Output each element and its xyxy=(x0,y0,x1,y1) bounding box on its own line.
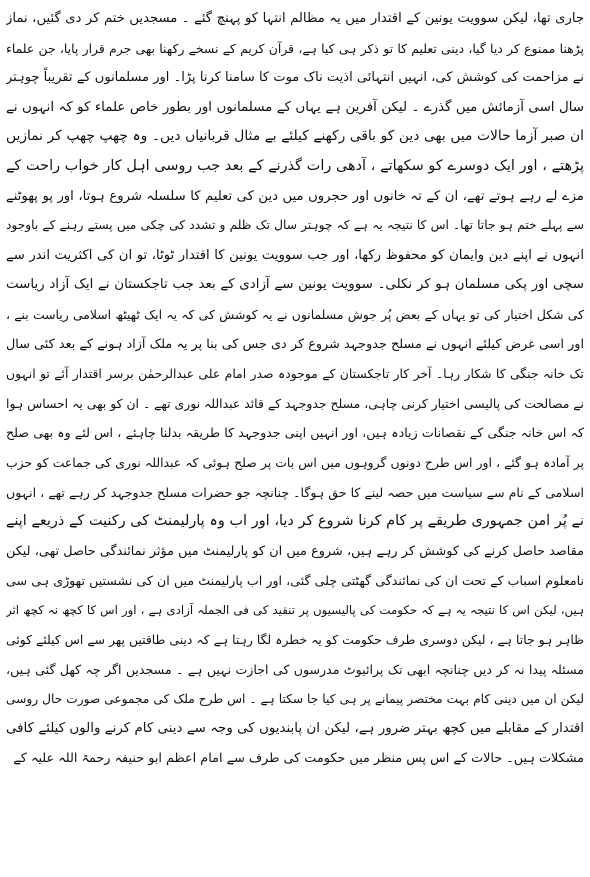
text-line-14: نے مصالحت کی پالیسی اختیار کرنی چاہی، مسلح جدوجہد کے قائد عبداللہ نوری تھے ۔ ان کو بھی یہ احساس ہوا xyxy=(6,395,584,411)
text-line-4: سال اسی آزمائش میں گذرے ۔ لیکن آفرین ہے یہاں کے مسلمانوں اور بطور خاص علماء کو کہ انہوں نے xyxy=(6,99,584,115)
text-line-24: لیکن ان میں دینی کام بہت مختصر پیمانے پر ہی کیا جا سکتا ہے ۔ اس طرح ملک کی مجموعی صورت حال روسی xyxy=(6,691,584,706)
text-line-17: اسلامی کے نام سے سیاست میں حصہ لینے کا حق ہوگا۔ چنانچہ جو حضرات مسلح جدوجہد کر رہے تھے ، انہوں xyxy=(6,484,584,500)
text-line-25: اقتدار کے مقابلے میں کچھ بہتر ضرور ہے، لیکن ان پابندیوں کی وجہ سے دینی کام کرنے والوں کیلئے کافی xyxy=(6,721,584,737)
text-line-9: انہوں نے اپنے دین وایمان کو محفوظ رکھا، اور جب سوویت یونین کا اقتدار ٹوٹا، تو ان کی اکثریت اندر سے xyxy=(6,247,584,263)
text-line-1: جاری تھا، لیکن سوویت یونین کے اقتدار میں یہ مظالم انتہا کو پہنچ گئے ۔ مسجدیں ختم کر دی گئیں، نماز xyxy=(6,11,584,26)
text-line-20: نامعلوم اسباب کے تحت ان کی نمائندگی گھٹتی چلی گئی، اور اب پارلیمنٹ میں ان کی نشستیں تھوڑی ہی سی xyxy=(6,573,584,589)
text-line-18: نے پُر امن جمہوری طریقے پر کام کرنا شروع کر دیا، اور اب وہ پارلیمنٹ کی رکنیت کے ذریعے اپنے xyxy=(6,513,584,530)
text-line-11: کی شکل اختیار کی تو یہاں کے بعض پُر جوش مسلمانوں نے یہ کوشش کی کہ یہ ایک ٹھیٹھ اسلامی ریاست بنے ، xyxy=(6,306,584,322)
text-line-26: مشکلات ہیں۔ حالات کے اس پس منظر میں حکومت کی طرف سے امام اعظم ابو حنیفہ رحمۃ اللہ علیہ کے xyxy=(13,750,584,766)
text-line-10: سچی اور پکی مسلمان ہو کر نکلی۔ سوویت یونین سے آزادی کے بعد جب تاجکستان نے ایک آزاد ریاست xyxy=(6,277,584,293)
text-line-19: مقاصد حاصل کرنے کی کوشش کر رہے ہیں، شروع میں ان کو پارلیمنٹ میں مؤثر نمائندگی حاصل تھی، لیکن xyxy=(6,543,584,559)
text-line-7: مزے لے رہے ہوتے تھے، ان کے تہ خانوں اور حجروں میں دین کی تعلیم کا سلسلہ شروع ہوتا، اور پو پھوٹنے xyxy=(6,188,584,204)
text-line-5: ان صبر آزما حالات میں بھی دین کو باقی رکھنے کیلئے بے مثال قربانیاں دیں۔ وہ چھپ چھپ کر نمازیں xyxy=(6,128,584,145)
text-line-3: نے مزاحمت کی کوشش کی، انہیں انتہائی اذیت ناک موت کا سامنا کرنا پڑا۔ اور مسلمانوں کے تقریباً چوہتر xyxy=(6,70,584,86)
text-line-8: سے پہلے ختم ہو جاتا تھا۔ اس کا نتیجہ یہ ہے کہ چوہتر سال تک ظلم و تشدد کی چکی میں پستے رہنے کے باوجود xyxy=(6,218,584,233)
text-line-16: پر آمادہ ہو گئے ، اور اس طرح دونوں گروہوں میں اس بات پر صلح ہوئی کہ عبداللہ نوری کی جماعت کو حزب xyxy=(6,454,584,470)
text-line-23: مسئلہ پیدا نہ کر دیں چنانچہ ابھی تک پرائیوٹ مدرسوں کی اجازت نہیں ہے ۔ مسجدیں اگر چہ کھل گئی ہیں، xyxy=(6,662,584,678)
text-line-6: پڑھتے ، اور ایک دوسرے کو سکھاتے ، آدھی رات گذرنے کے بعد جب روسی اہل کار خواب راحت کے xyxy=(6,157,584,174)
text-line-15: کہ اس خانہ جنگی کے نقصانات زیادہ ہیں، اور انہیں اپنی جدوجہد کا طریقہ بدلنا چاہئے ، اس لئے وہ بھی صلح xyxy=(6,425,584,441)
text-line-12: اور اسی غرض کیلئے انہوں نے مسلح جدوجہد شروع کر دی جس کی بنا پر یہ ملک آزاد ہونے کے بعد کئی سال xyxy=(6,336,584,352)
urdu-text-body xyxy=(6,4,584,773)
text-line-22: ظاہر ہو جاتا ہے ، لیکن دوسری طرف حکومت کو یہ خطرہ لگا رہتا ہے کہ دینی طاقتیں پھر سے اس کیلئے کوئی xyxy=(6,632,584,648)
text-line-2: پڑھنا ممنوع کر دیا گیا، دینی تعلیم کا تو ذکر ہی کیا ہے، قرآن کریم کے نسخے رکھنا بھی جرم قرار پایا، جن علماء xyxy=(6,40,584,56)
text-line-21: ہیں، لیکن اس کا نتیجہ یہ ہے کہ حکومت کی پالیسیوں پر تنقید کی فی الجملہ آزادی ہے ، اور اس کا کچھ نہ کچھ اثر xyxy=(6,602,584,617)
text-line-13: تک خانہ جنگی کا شکار رہا۔ آخر کار تاجکستان کے موجودہ صدر امام علی عبدالرحمٰن برسر اقتدار آئے تو انہوں xyxy=(6,366,584,382)
